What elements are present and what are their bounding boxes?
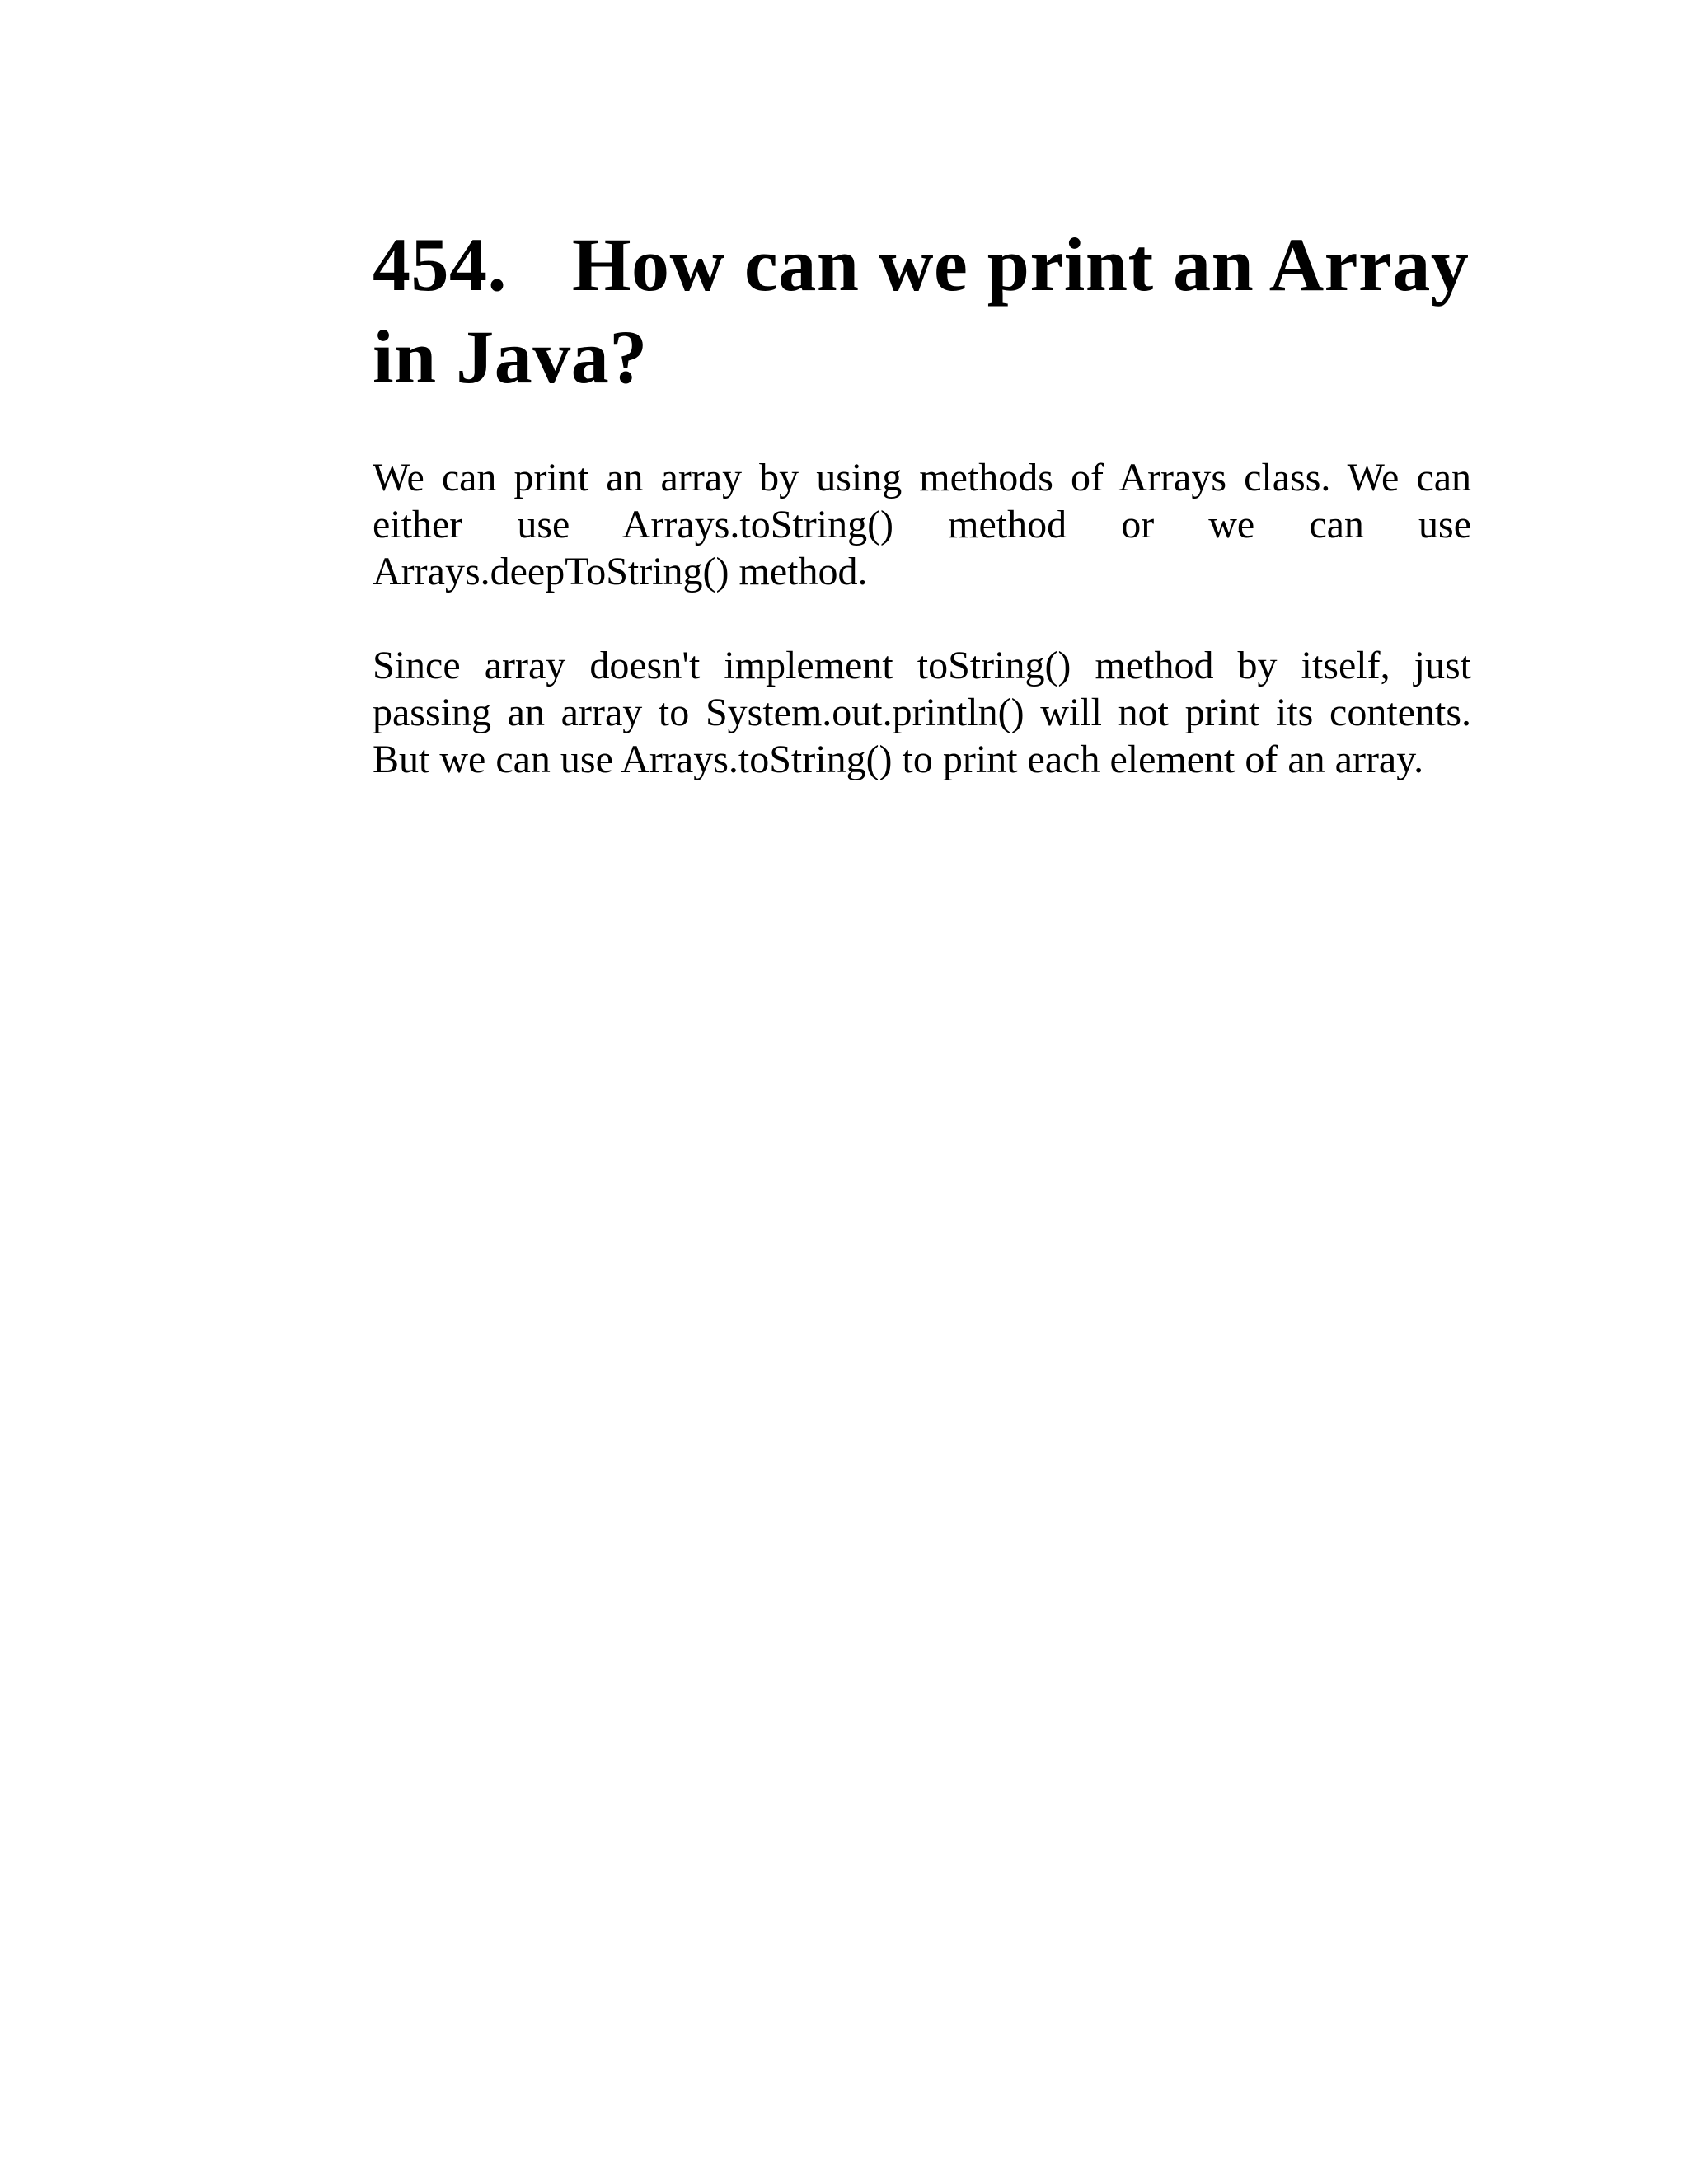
answer-paragraph-1: We can print an array by using methods of Arrays class. We can either use Arrays.toString() method or we can use Arrays.deepToString() method. [373, 456, 1471, 593]
page-content [373, 218, 1471, 783]
answer-paragraph-2: Since array doesn't implement toString() method by itself, just passing an array to System.out.println() will not print its contents. But we can use Arrays.toString() to print each element of an array. [373, 644, 1471, 781]
question-title: How can we print an Array in Java? [373, 223, 1470, 399]
question-number: 454. [373, 223, 507, 307]
question-heading [373, 218, 1471, 403]
